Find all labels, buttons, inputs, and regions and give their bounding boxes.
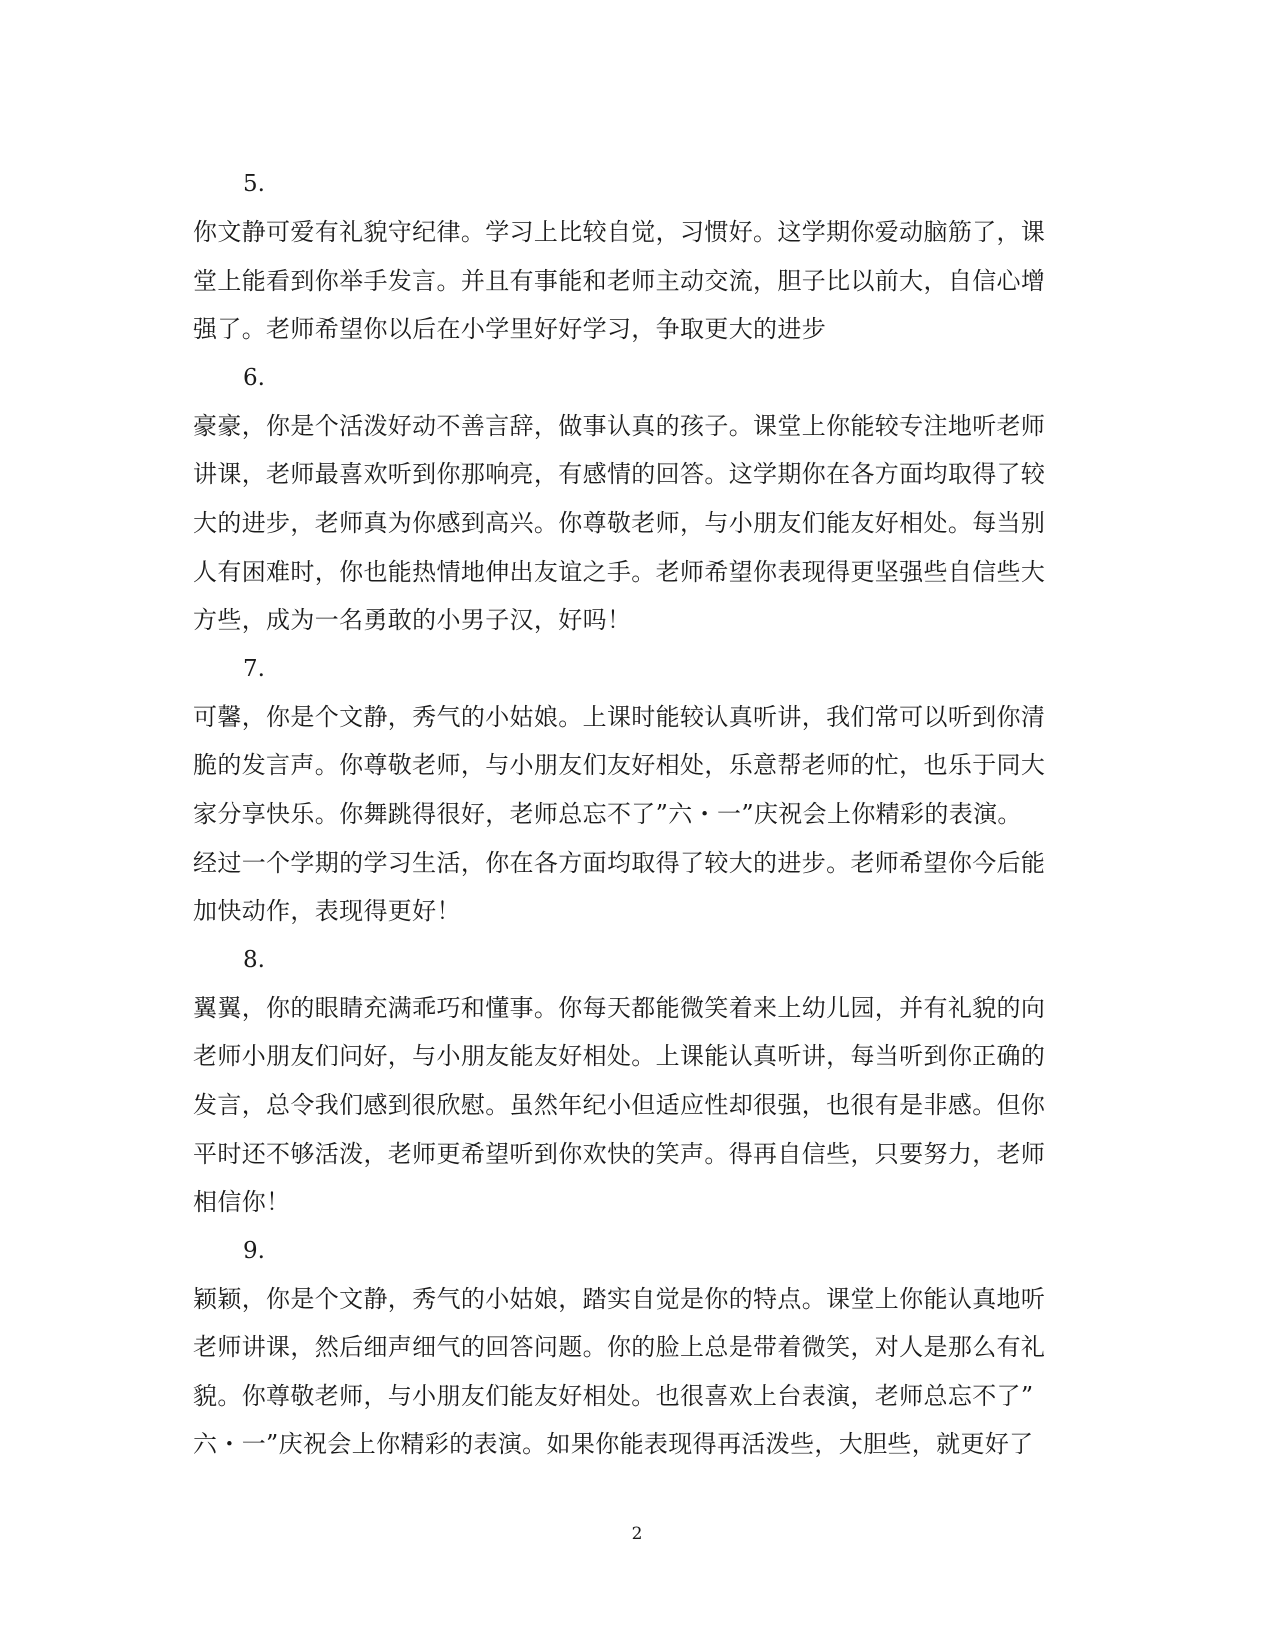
entry-text-line: 可馨，你是个文静，秀气的小姑娘。上课时能较认真听讲，我们常可以听到你清 bbox=[193, 702, 1046, 731]
entry-number: 6. bbox=[243, 364, 265, 391]
page-number: 2 bbox=[631, 1524, 643, 1544]
comment-entry-8 bbox=[193, 936, 1073, 1227]
entry-text-line: 老师讲课，然后细声细气的回答问题。你的脸上总是带着微笑，对人是那么有礼 bbox=[193, 1333, 1046, 1362]
entry-text-line: 强了。老师希望你以后在小学里好好学习，争取更大的进步 bbox=[193, 315, 827, 344]
entry-text-line: 经过一个学期的学习生活，你在各方面均取得了较大的进步。老师希望你今后能 bbox=[193, 848, 1046, 877]
comment-entry-6 bbox=[193, 354, 1073, 645]
entry-text-line: 豪豪，你是个活泼好动不善言辞，做事认真的孩子。课堂上你能较专注地听老师 bbox=[193, 411, 1046, 440]
entry-text-line: 脆的发言声。你尊敬老师，与小朋友们友好相处，乐意帮老师的忙，也乐于同大 bbox=[193, 751, 1046, 780]
entry-text-line: 貌。你尊敬老师，与小朋友们能友好相处。也很喜欢上台表演，老师总忘不了” bbox=[193, 1381, 1034, 1410]
entry-text-line: 大的进步，老师真为你感到高兴。你尊敬老师，与小朋友们能友好相处。每当别 bbox=[193, 508, 1046, 537]
comment-entry-5 bbox=[193, 160, 1073, 354]
entry-text-line: 翼翼，你的眼睛充满乖巧和懂事。你每天都能微笑着来上幼儿园，并有礼貌的向 bbox=[193, 993, 1046, 1022]
entry-number: 8. bbox=[243, 946, 265, 973]
entry-text-line: 方些，成为一名勇敢的小男子汉，好吗！ bbox=[193, 606, 632, 635]
entry-text-line: 你文静可爱有礼貌守纪律。学习上比较自觉，习惯好。这学期你爱动脑筋了，课 bbox=[193, 218, 1046, 246]
comment-entry-7 bbox=[193, 645, 1073, 936]
comment-entry-9 bbox=[193, 1227, 1073, 1469]
entry-text-line: 老师小朋友们问好，与小朋友能友好相处。上课能认真听讲，每当听到你正确的 bbox=[193, 1042, 1046, 1071]
entry-text-line: 六・一”庆祝会上你精彩的表演。如果你能表现得再活泼些，大胆些，就更好了 bbox=[193, 1430, 1034, 1459]
entry-text-line: 堂上能看到你举手发言。并且有事能和老师主动交流，胆子比以前大，自信心增 bbox=[193, 266, 1046, 295]
entry-text-line: 讲课，老师最喜欢听到你那响亮，有感情的回答。这学期你在各方面均取得了较 bbox=[193, 460, 1046, 489]
entry-text-line: 平时还不够活泼，老师更希望听到你欢快的笑声。得再自信些，只要努力，老师 bbox=[193, 1139, 1046, 1168]
entry-text-line: 相信你！ bbox=[193, 1188, 291, 1217]
document-body bbox=[193, 160, 1073, 1469]
entry-text-line: 发言，总令我们感到很欣慰。虽然年纪小但适应性却很强，也很有是非感。但你 bbox=[193, 1090, 1046, 1119]
entry-text-line: 人有困难时，你也能热情地伸出友谊之手。老师希望你表现得更坚强些自信些大 bbox=[193, 557, 1046, 586]
entry-number: 5. bbox=[243, 171, 265, 197]
entry-text-line: 家分享快乐。你舞跳得很好，老师总忘不了”六・一”庆祝会上你精彩的表演。 bbox=[193, 799, 1022, 828]
entry-number: 9. bbox=[243, 1237, 265, 1264]
entry-text-line: 颖颖，你是个文静，秀气的小姑娘，踏实自觉是你的特点。课堂上你能认真地听 bbox=[193, 1284, 1046, 1313]
entry-number: 7. bbox=[243, 655, 265, 682]
entry-text-line: 加快动作，表现得更好！ bbox=[193, 897, 461, 926]
